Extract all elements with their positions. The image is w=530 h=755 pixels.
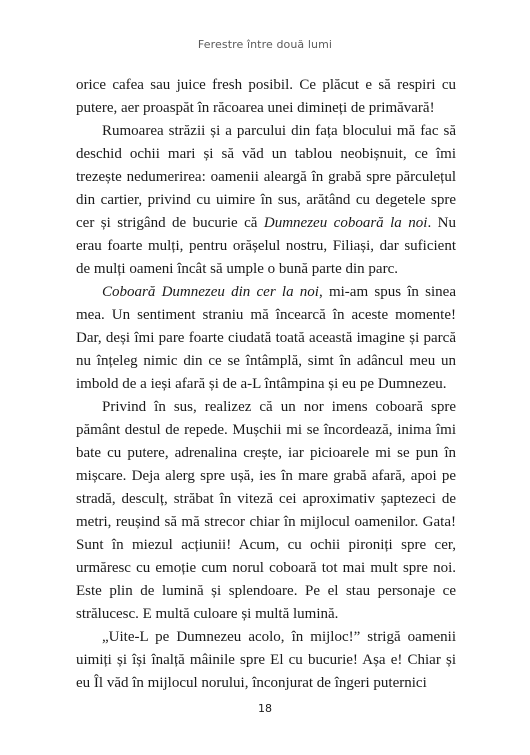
text-run: . Nu erau foarte mulți, pentru orășelul nostru, Filiași, dar suficient de mulți oameni încât să umple o bună parte din parc. [76, 215, 456, 277]
text-run: Privind în sus, realizez că un nor imens coboară spre pământ destul de repede. Mușchii mi se încordează, inima îmi bate cu putere, adrenalina crește, iar picioarele mi se pun în mișcare. Deja alerg spre ușă, ies în mare grabă afară, apoi pe stradă, desculț, străbat în viteză cei aproximativ șaptezeci de metri, reușind să mă strecor chiar în mijlocul oamenilor. Gata! Sunt în miezul acțiunii! Acum, cu ochii pironiți spre cer, urmăresc cu emoție cum norul coboară tot mai mult spre noi. Este plin de lumină și splendoare. Pe el stau personaje ce strălucesc. E multă culoare și multă lumină. [76, 399, 456, 622]
running-header: Ferestre între două lumi [197, 38, 333, 51]
italic-text-run: Dumnezeu coboară la noi [263, 215, 428, 231]
body-text [76, 74, 456, 695]
text-run: orice cafea sau juice fresh posibil. Ce plăcut e să respiri cu putere, aer proaspăt în răcoarea unei dimineți de primăvară! [76, 77, 456, 116]
paragraph [76, 396, 456, 626]
paragraph [76, 120, 456, 281]
paragraph [76, 626, 456, 695]
page-number: 18 [258, 702, 272, 715]
italic-text-run: Coboară Dumnezeu din cer la noi [102, 284, 319, 300]
paragraph [76, 74, 456, 120]
text-run: „Uite-L pe Dumnezeu acolo, în mijloc!” strigă oamenii uimiți și își înalță mâinile spre El cu bucurie! Așa e! Chiar și eu Îl văd în mijlocul norului, înconjurat de îngeri puternici [76, 629, 456, 691]
text-run: Rumoarea străzii și a parcului din fața blocului mă fac să deschid ochii mari și să văd un tablou neobișnuit, ce îmi trezește nedumerirea: oamenii aleargă în grabă spre părculețul din cartier, privind cu uimire în sus, arătând cu degetele spre cer și strigând de bucurie că [76, 123, 456, 231]
paragraph [76, 281, 456, 396]
text-run: , mi-am spus în sinea mea. Un sentiment straniu mă încearcă în aceste momente! Dar, deși îmi pare foarte ciudată toată această imagine și parcă nu înțeleg nimic din ce se întâmplă, simt în adâncul meu un imbold de a ieși afară și de a-L întâmpina și eu pe Dumnezeu. [76, 284, 456, 392]
